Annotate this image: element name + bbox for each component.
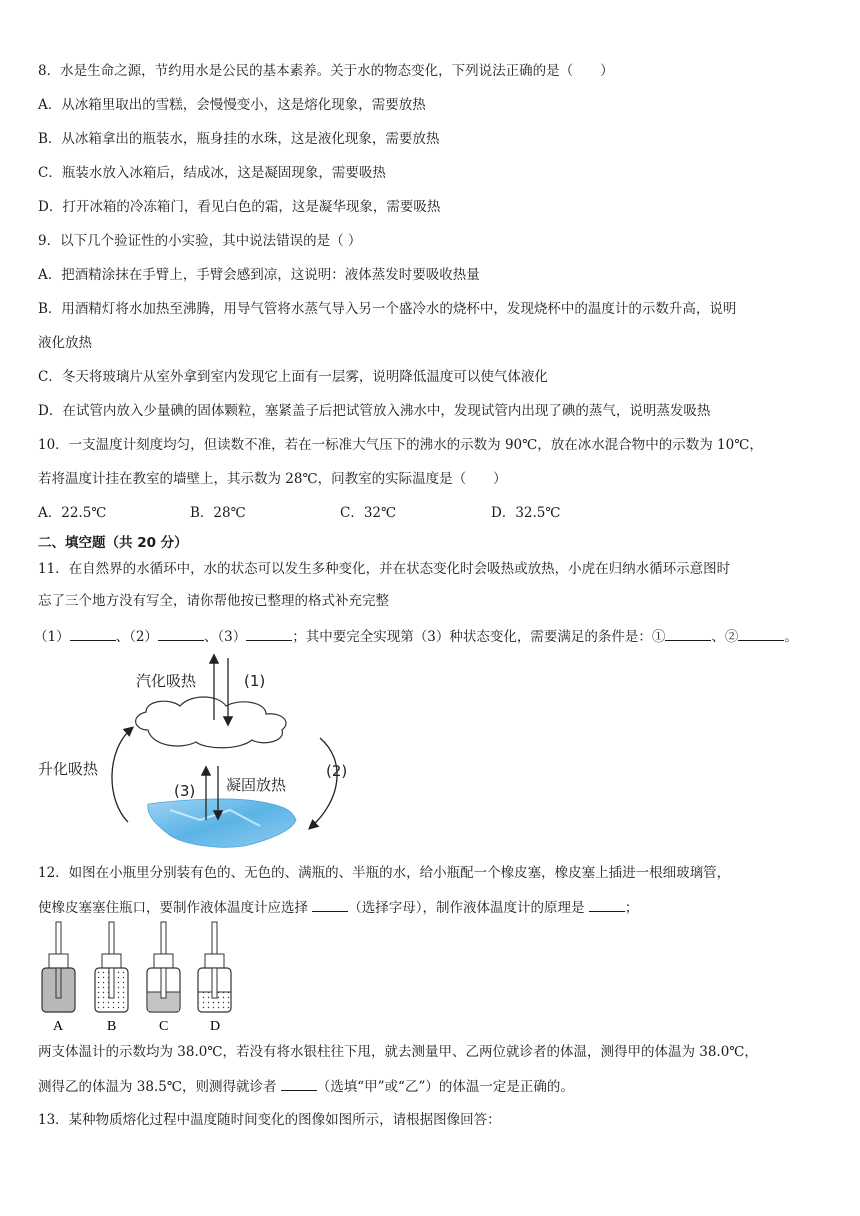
bottle-label-d: D [210,1019,221,1034]
q12-blank-patient[interactable] [281,1076,317,1091]
q8-option-a: A．从冰箱里取出的雪糕，会慢慢变小，这是熔化现象，需要放热 [38,97,426,113]
arrow-sublimation [112,728,132,822]
q11-line1: 11．在自然界的水循环中，水的状态可以发生多种变化，并在状态变化时会吸热或放热，小虎在归纳水循环示意图时 [38,561,731,577]
label-3: (3) [174,782,196,800]
bottle-label-c: C [159,1019,169,1034]
q10-option-a: A．22.5℃ [38,505,107,521]
q12-line4-part-b: （选填“甲”或“乙”）的体温一定是正确的。 [316,1079,574,1095]
q10-line1: 10．一支温度计刻度均匀，但读数不准，若在一标准大气压下的沸水的示数为 90℃，放在冰水混合物中的示数为 10℃， [38,437,763,453]
label-freezing: 凝固放热 [226,776,287,794]
q13-line1: 13．某种物质熔化过程中温度随时间变化的图像如图所示，请根据图像回答： [38,1112,501,1128]
q8-option-d: D．打开冰箱的冷冻箱门，看见白色的霜，这是凝华现象，需要吸热 [38,199,441,215]
label-1: (1) [244,672,266,690]
label-2: (2) [326,762,348,780]
q8-option-c: C．瓶装水放入冰箱后，结成冰，这是凝固现象，需要吸热 [38,165,386,181]
section-heading: 二、填空题（共 20 分） [38,535,188,551]
bottle-label-b: B [107,1019,117,1034]
q12-line1: 12．如图在小瓶里分别装有色的、无色的、满瓶的、半瓶的水，给小瓶配一个橡皮塞，橡皮塞上插进一根细玻璃管， [38,865,731,881]
q12-line2-part-a: 使橡皮塞塞住瓶口，要制作液体温度计应选择 [38,900,313,916]
q11-part2-label: 、（2） [115,629,158,645]
bottle-d [198,922,231,1012]
ice-block [148,799,296,847]
bottle-label-a: A [53,1019,64,1034]
q11-blank-2[interactable] [158,626,204,641]
q11-blank-3[interactable] [246,626,292,641]
cloud-shape [136,697,286,748]
bottles-diagram [36,920,236,1036]
q11-blanks-line [34,626,798,647]
q12-line4 [38,1076,574,1097]
q11-part3-label: 、（3） [203,629,247,645]
q11-condition-text: ；其中要完全实现第（3）种状态变化，需要满足的条件是：① [292,629,666,645]
q9-option-b-cont: 液化放热 [38,335,92,351]
q12-blank-principle[interactable] [589,897,625,912]
q11-blank-condition-2[interactable] [738,626,784,641]
q9-option-a: A．把酒精涂抹在手臂上，手臂会感到凉，这说明：液体蒸发时要吸收热量 [38,267,480,283]
q12-line2 [38,897,638,918]
q10-option-b: B．28℃ [190,505,246,521]
q10-option-d: D．32.5℃ [491,505,561,521]
q9-option-d: D．在试管内放入少量碘的固体颗粒，塞紧盖子后把试管放入沸水中，发现试管内出现了碘的蒸气，说明蒸发吸热 [38,403,711,419]
q11-blank-1[interactable] [70,626,116,641]
bottle-c [147,922,180,1012]
q12-line2-part-c: ； [624,900,639,916]
water-cycle-diagram [30,650,370,860]
q11-part1-label: （1） [34,629,70,645]
bottle-b [95,922,128,1012]
label-vaporization: 汽化吸热 [136,672,197,690]
q12-line3: 两支体温计的示数均为 38.0℃，若没有将水银柱往下甩，就去测量甲、乙两位就诊者的体温，测得甲的体温为 38.0℃， [38,1044,758,1060]
q9-stem: 9．以下几个验证性的小实验，其中说法错误的是（ ） [38,233,362,249]
arrow-2 [310,738,337,828]
q12-line2-part-b: （选择字母），制作液体温度计的原理是 [348,900,589,916]
q12-line4-part-a: 测得乙的体温为 38.5℃，则测得就诊者 [38,1079,281,1095]
q9-option-c: C．冬天将玻璃片从室外拿到室内发现它上面有一层雾，说明降低温度可以使气体液化 [38,369,548,385]
label-sublimation: 升化吸热 [38,760,99,778]
q8-stem: 8．水是生命之源，节约用水是公民的基本素养。关于水的物态变化，下列说法正确的是（ ） [38,63,614,79]
q11-blank-condition-1[interactable] [665,626,711,641]
q9-option-b: B．用酒精灯将水加热至沸腾，用导气管将水蒸气导入另一个盛冷水的烧杯中，发现烧杯中的温度计的示数升高，说明 [38,301,737,317]
q11-line2: 忘了三个地方没有写全，请你帮他按已整理的格式补充完整 [38,593,389,609]
q11-end: 。 [784,629,798,645]
q8-option-b: B．从冰箱拿出的瓶装水，瓶身挂的水珠，这是液化现象，需要放热 [38,131,440,147]
q11-condition-sep: 、② [711,629,739,645]
q10-line2: 若将温度计挂在教室的墙壁上，其示数为 28℃，问教室的实际温度是（ ） [38,471,507,487]
bottle-a [42,922,75,1012]
q12-blank-choice[interactable] [312,897,348,912]
q10-option-c: C．32℃ [340,505,397,521]
